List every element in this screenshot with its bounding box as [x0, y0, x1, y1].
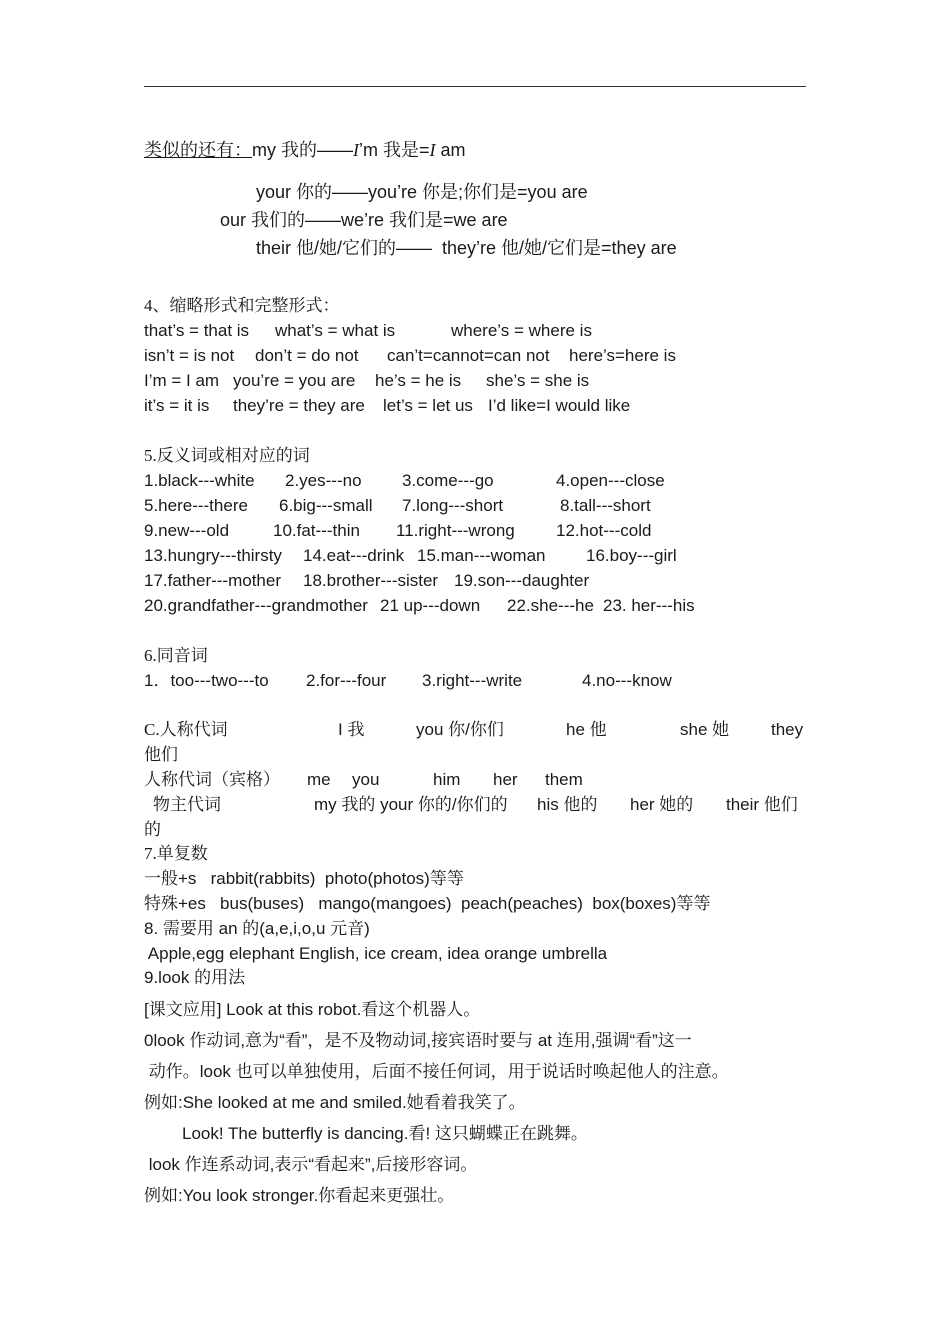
antonym-item: 13.hungry---thirsty — [144, 546, 282, 565]
homophone-item: 3.right---write — [422, 671, 523, 690]
pronoun-object: you — [352, 770, 380, 789]
abbr-item: what’s = what is — [275, 321, 396, 340]
article-heading: 8. 需要用 an 的(a,e,i,o,u 元音) — [144, 919, 370, 938]
homophone-item: 1．too---two---to — [144, 671, 269, 690]
header-rule — [144, 86, 806, 87]
pronoun-subject: you 你/你们 — [416, 720, 504, 739]
plural-line: 一般+s rabbit(rabbits) photo(photos)等等 — [144, 869, 464, 888]
abbr-item: it’s = it is — [144, 396, 210, 415]
antonym-item: 18.brother---sister — [303, 571, 439, 590]
homophone-heading: 6.同音词 — [144, 646, 208, 665]
antonym-item: 3.come---go — [402, 471, 494, 490]
possessive-item: her 她的 — [630, 795, 694, 814]
pronoun-subject: she 她 — [680, 720, 730, 739]
antonym-item: 1.black---white — [144, 471, 255, 490]
antonym-item: 12.hot---cold — [556, 521, 652, 540]
look-line: 0look 作动词,意为“看”，是不及物动词,接宾语时要与 at 连用,强调“看”这一 — [144, 1031, 692, 1050]
abbr-item: don’t = do not — [255, 346, 359, 365]
antonym-item: 19.son---daughter — [454, 571, 590, 590]
abbr-item: he’s = he is — [375, 371, 462, 390]
similar-line-2: your 你的——you’re 你是;你们是=you are — [256, 182, 588, 202]
look-line: 动作。look 也可以单独使用，后面不接任何词，用于说话时唤起他人的注意。 — [144, 1062, 729, 1081]
abbr-item: I’d like=I would like — [488, 396, 631, 415]
pronoun-heading: C.人称代词 — [144, 720, 228, 739]
abbr-item: let’s = let us — [383, 396, 473, 415]
antonym-item: 22.she---he — [507, 596, 594, 615]
abbr-item: where’s = where is — [451, 321, 592, 340]
antonym-item: 5.here---there — [144, 496, 248, 515]
possessive-item: their 他们 — [726, 795, 798, 814]
look-line: [课文应用] Look at this robot.看这个机器人。 — [144, 1000, 481, 1019]
antonym-item: 17.father---mother — [144, 571, 281, 590]
abbr-item: here’s=here is — [569, 346, 676, 365]
similar-line-1: 类似的还有：my 我的——I’m 我是=I am — [144, 140, 466, 160]
pronoun-subject: they — [771, 720, 804, 739]
antonym-item: 6.big---small — [279, 496, 373, 515]
antonym-item: 23. her---his — [603, 596, 695, 615]
look-line: Look! The butterfly is dancing.看! 这只蝴蝶正在跳舞。 — [182, 1124, 588, 1143]
pronoun-object: him — [433, 770, 461, 789]
look-line: look 作连系动词,表示“看起来”,后接形容词。 — [144, 1155, 478, 1174]
antonym-item: 4.open---close — [556, 471, 665, 490]
abbr-item: you’re = you are — [233, 371, 356, 390]
pronoun-object: her — [493, 770, 518, 789]
look-line: 例如:You look stronger.你看起来更强壮。 — [144, 1186, 455, 1205]
antonym-item: 16.boy---girl — [586, 546, 677, 565]
abbr-item: they’re = they are — [233, 396, 365, 415]
abbr-item: can’t=cannot=can not — [387, 346, 550, 365]
pronoun-object: them — [545, 770, 583, 789]
abbr-item: she’s = she is — [486, 371, 590, 390]
similar-line-3: our 我们的——we’re 我们是=we are — [220, 210, 508, 230]
similar-label: 类似的还有： — [144, 140, 252, 160]
antonym-item: 14.eat---drink — [303, 546, 405, 565]
abbr-item: I’m = I am — [144, 371, 220, 390]
object-pronoun-label: 人称代词（宾格） — [144, 770, 280, 789]
similar-line-4: their 他/她/它们的—— they’re 他/她/它们是=they are — [256, 238, 677, 258]
abbr-item: isn’t = is not — [144, 346, 235, 365]
antonym-item: 20.grandfather---grandmother — [144, 596, 368, 615]
pronoun-object: me — [307, 770, 331, 789]
antonym-heading: 5.反义词或相对应的词 — [144, 446, 310, 465]
plural-heading: 7.单复数 — [144, 844, 208, 863]
antonym-item: 11.right---wrong — [396, 521, 515, 540]
look-heading: 9.look 的用法 — [144, 968, 246, 987]
article-line: Apple,egg elephant English, ice cream, idea orange umbrella — [144, 944, 608, 963]
homophone-item: 4.no---know — [582, 671, 672, 690]
pronoun-subject: I 我 — [338, 720, 365, 739]
antonym-item: 2.yes---no — [285, 471, 362, 490]
possessive-item: my 我的 your 你的/你们的 — [314, 795, 508, 814]
possessive-label: 物主代词 — [153, 795, 221, 814]
antonym-item: 15.man---woman — [417, 546, 546, 565]
pronoun-subject: he 他 — [566, 720, 607, 739]
look-line: 例如:She looked at me and smiled.她看着我笑了。 — [144, 1093, 526, 1112]
pronoun-subject-wrap: 他们 — [144, 745, 178, 764]
possessive-wrap: 的 — [144, 820, 161, 839]
antonym-item: 10.fat---thin — [273, 521, 360, 540]
antonym-item: 7.long---short — [402, 496, 504, 515]
abbr-heading: 4、缩略形式和完整形式： — [144, 296, 340, 315]
antonym-item: 8.tall---short — [560, 496, 651, 515]
antonym-item: 21 up---down — [380, 596, 481, 615]
homophone-item: 2.for---four — [306, 671, 387, 690]
antonym-item: 9.new---old — [144, 521, 230, 540]
possessive-item: his 他的 — [537, 795, 598, 814]
abbr-item: that’s = that is — [144, 321, 250, 340]
plural-line: 特殊+es bus(buses) mango(mangoes) peach(peaches) box(boxes)等等 — [144, 894, 711, 913]
